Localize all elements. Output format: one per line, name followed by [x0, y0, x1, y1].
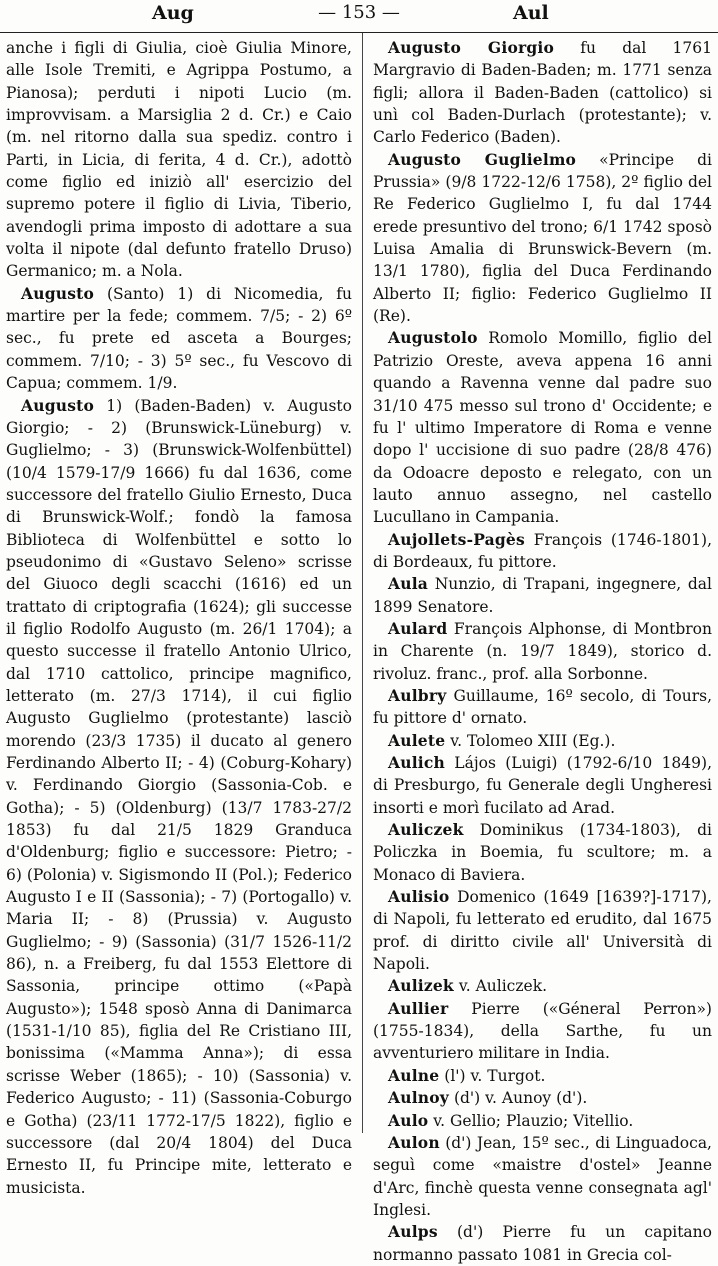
dictionary-entry — [373, 327, 712, 528]
entry-headword: Augusto — [21, 395, 95, 415]
entry-headword: Aulps — [388, 1222, 438, 1242]
entry-headword: Aulnoy — [388, 1088, 449, 1108]
entry-text: «Principe di Prussia» (9/8 1722-12/6 1758), 2º figlio del Re Federico Guglielmo I, fu dal 1744 erede presuntivo del trono; 6/1 1742 sposò Luisa Amalia di Brunswick-Bevern (m. 13/1 1780), figlia del Duca Ferdinando Alberto II; figlio: Federico Guglielmo II (Re). — [373, 150, 712, 326]
header-guide-word-left: Aug — [152, 2, 194, 24]
dictionary-entry — [373, 886, 712, 975]
entry-text: Pierre («Géneral Perron») (1755-1834), della Sarthe, fu un avventuriero militare in India. — [373, 999, 712, 1063]
entry-headword: Aulne — [388, 1065, 440, 1085]
entry-headword: Augustolo — [388, 328, 478, 348]
entry-text: Guillaume, 16º secolo, di Tours, fu pittore d' ornato. — [373, 686, 712, 728]
entry-text: anche i figli di Giulia, cioè Giulia Minore, alle Isole Tremiti, e Agrippa Postumo, a Pianosa); perduti i nipoti Lucio (m. improvvisam. a Marsiglia 2 d. Cr.) e Caio (m. nel ritorno dalla sua spediz. contro i Parti, in Licia, di ferita, 4 d. Cr.), adottò come figlio ed iniziò all' esercizio del supremo potere il figlio di Livia, Tiberio, avendogli prima imposto di adottare a sua volta il nipote (dal defunto fratello Druso) Germanico; m. a Nola. — [6, 39, 352, 281]
dictionary-entry — [373, 1132, 712, 1221]
entry-text: (l') v. Turgot. — [444, 1066, 546, 1085]
entry-text: fu dal 1761 Margravio di Baden-Baden; m. 1771 senza figli; allora il Baden-Baden (cattolico) si unì col Baden-Durlach (protestante); v. Carlo Federico (Baden). — [373, 39, 713, 147]
entry-text: Romolo Momillo, figlio del Patrizio Oreste, aveva appena 16 anni quando a Ravenna venne dal padre suo 31/10 475 messo sul trono d' Occidente; e fu l' ultimo Imperatore di Roma e venne dopo l' uccisione di suo padre (28/8 476) da Odoacre deposto e relegato, con un lauto annuo assegno, nel castello Lucullano in Campania. — [373, 329, 712, 527]
entry-text: François Alphonse, di Montbron in Charente (n. 19/7 1849), storico d. rivoluz. franc., prof. alla Sorbonne. — [373, 619, 712, 683]
page-header — [0, 0, 718, 33]
dictionary-entry — [373, 37, 712, 149]
entry-headword: Aulisio — [388, 887, 450, 907]
entry-text: v. Tolomeo XIII (Eg.). — [450, 731, 616, 750]
entry-headword: Aullier — [388, 998, 449, 1018]
dictionary-entry — [373, 998, 712, 1065]
left-column — [6, 37, 352, 1197]
dictionary-entry — [373, 819, 712, 886]
entry-headword: Aujollets-Pagès — [388, 529, 525, 549]
entry-text: Nunzio, di Trapani, ingegnere, dal 1899 Senatore. — [373, 575, 712, 616]
dictionary-entry — [6, 395, 352, 1199]
entry-text: (Santo) 1) di Nicomedia, fu martire per la fede; commem. 7/5; - 2) 6º sec., fu prete ed asceta a Bourges; commem. 7/10; - 3) 5º sec., fu Vescovo di Capua; commem. 1/9. — [6, 284, 352, 393]
entry-text: (d') Jean, 15º sec., di Linguadoca, seguì come «maistre d'ostel» Jeanne d'Arc, finchè questa venne consegnata agl' Inglesi. — [373, 1133, 712, 1219]
entry-headword: Augusto Giorgio — [388, 38, 555, 57]
entry-headword: Aulete — [388, 730, 446, 750]
dictionary-entry — [373, 1221, 712, 1266]
header-guide-word-right: Aul — [513, 2, 549, 24]
page-number: — 153 — — [318, 2, 400, 23]
entry-text: (d') Pierre fu un capitano normanno passato 1081 in Grecia col- — [373, 1223, 712, 1264]
entry-headword: Aulard — [388, 618, 448, 638]
dictionary-entry — [373, 975, 712, 997]
dictionary-entry — [373, 573, 712, 618]
column-divider — [362, 33, 363, 1133]
entry-text: v. Gellio; Plauzio; Vitellio. — [433, 1111, 634, 1130]
entry-headword: Aulo — [388, 1110, 429, 1130]
dictionary-entry — [373, 618, 712, 685]
entry-headword: Auliczek — [388, 820, 464, 840]
entry-headword: Aula — [388, 574, 429, 594]
entry-text: François (1746-1801), di Bordeaux, fu pittore. — [373, 530, 712, 571]
dictionary-entry — [373, 685, 712, 730]
entry-headword: Aulon — [388, 1132, 440, 1152]
entry-text: 1) (Baden-Baden) v. Augusto Giorgio; - 2) (Brunswick-Lüneburg) v. Guglielmo; - 3) (Brunswick-Wolfenbüttel) (10/4 1579-17/9 1666) fu dal 1636, come successore del fratello Giulio Ernesto, Duca di Brunswick-Wolf.; fondò la famosa Biblioteca di Wolfenbüttel e sotto lo pseudonimo di «Gustavo Seleno» scrisse del Giuoco degli scacchi (1616) ed un trattato di criptografia (1624); gli successe il figlio Rodolfo Augusto (m. 26/1 1704); a questo successe il fratello Antonio Ulrico, dal 1710 cattolico, principe magnifico, letterato (m. 27/3 1714), il cui figlio Augusto Guglielmo (protestante) lasciò morendo (23/3 1735) il ducato al genero Ferdinando Alberto II; - 4) (Coburg-Kohary) v. Ferdinando Giorgio (Sassonia-Cob. e Gotha); - 5) (Oldenburg) (13/7 1783-27/2 1853) fu dal 21/5 1829 Granduca d'Oldenburg; figlio e successore: Pietro; - 6) (Polonia) v. Sigismondo II (Pol.); Federico Augusto I e II (Sassonia); - 7) (Portogallo) v. Maria II; - 8) (Prussia) v. Augusto Guglielmo; - 9) (Sassonia) (31/7 1526-11/2 86), n. a Freiberg, fu dal 1553 Elettore di Sassonia, principe ottimo («Papà Augusto»); 1548 sposò Anna di Danimarca (1531-1/10 85), figlia del Re Cristiano III, bonissima («Mamma Anna»); di essa scrisse Weber (1865); - 10) (Sassonia) v. Federico Augusto; - 11) (Sassonia-Coburgo e Gotha) (23/11 1772-17/5 1822), figlio e successore (dal 20/4 1804) del Duca Ernesto II, fu Principe mite, letterato e musicista. — [6, 396, 352, 1197]
dictionary-entry — [373, 1087, 712, 1109]
entry-text: Domenico (1649 [1639?]-1717), di Napoli, fu letterato ed erudito, dal 1675 prof. di diritto civile all' Università di Napoli. — [373, 888, 712, 974]
dictionary-entry — [373, 1065, 712, 1087]
dictionary-entry — [373, 752, 712, 819]
entry-text: Dominikus (1734-1803), di Policzka in Boemia, fu scultore; m. a Monaco di Baviera. — [373, 821, 712, 884]
entry-headword: Aulbry — [388, 685, 447, 705]
entry-headword: Augusto Guglielmo — [388, 149, 577, 169]
entry-text: Lájos (Luigi) (1792-6/10 1849), di Presburgo, fu Generale degli Ungheresi insorti e morì fucilato ad Arad. — [373, 754, 712, 817]
entry-text: v. Auliczek. — [458, 977, 548, 996]
entry-headword: Aulich — [388, 753, 445, 772]
right-column — [373, 37, 713, 1264]
dictionary-entry — [6, 283, 352, 395]
dictionary-entry — [6, 37, 352, 283]
dictionary-entry — [373, 529, 712, 574]
entry-headword: Augusto — [21, 283, 95, 303]
dictionary-entry — [373, 730, 712, 752]
entry-text: (d') v. Aunoy (d'). — [453, 1089, 588, 1108]
dictionary-entry — [373, 149, 712, 328]
entry-headword: Aulizek — [388, 976, 454, 996]
dictionary-entry — [373, 1110, 712, 1132]
